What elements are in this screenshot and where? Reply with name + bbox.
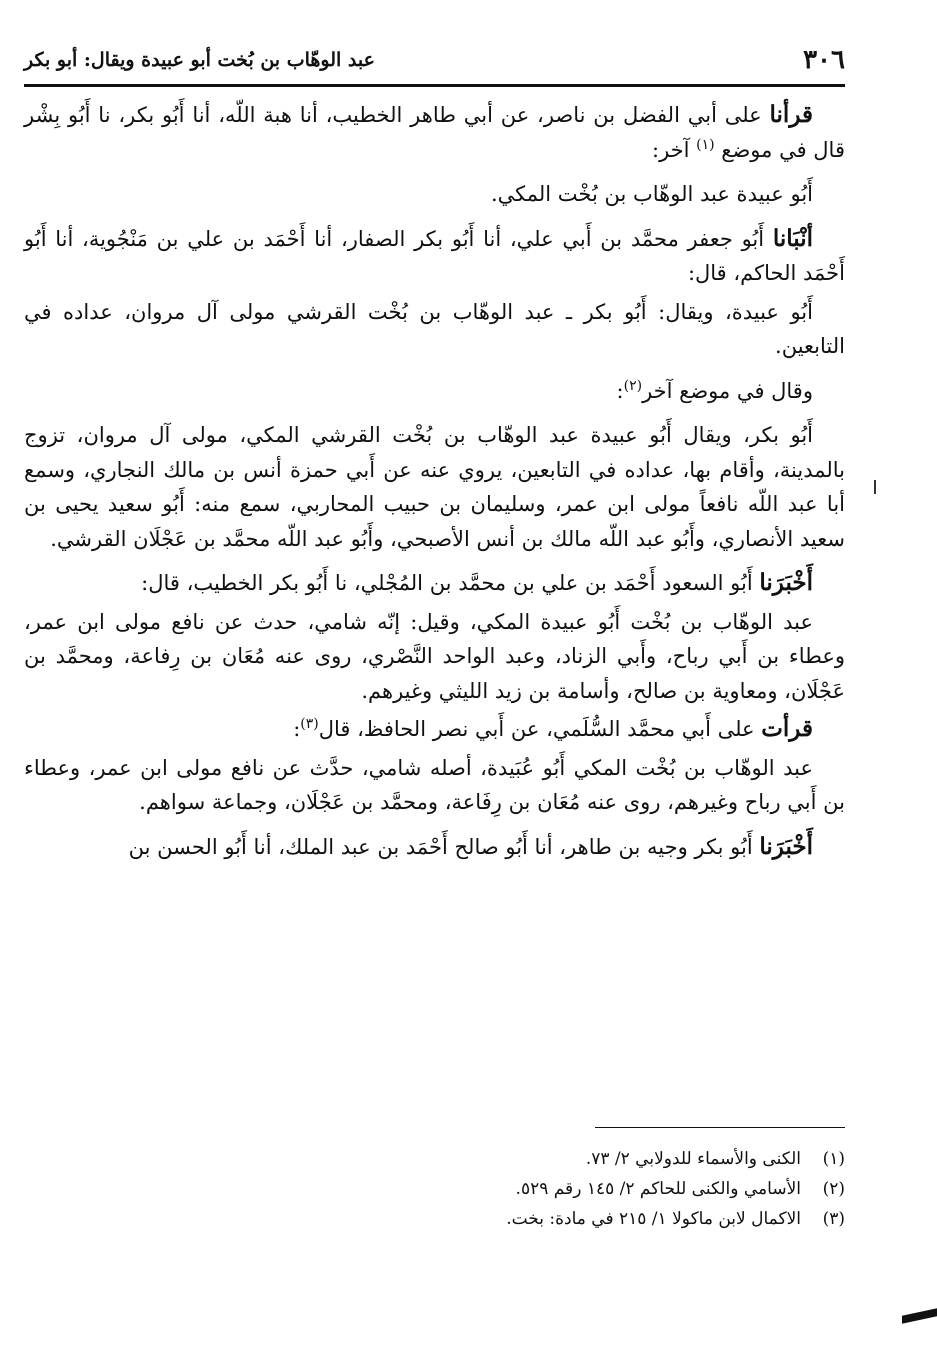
running-head: عبد الوهّاب بن بُخت أبو عبيدة ويقال: أبو بكر — [24, 49, 375, 71]
paragraph-tail: : — [616, 378, 624, 403]
paragraph-10 — [24, 751, 845, 820]
scan-edge-mark — [902, 1308, 937, 1323]
page-header — [24, 40, 845, 80]
paragraph-text: أَبُو بكر، ويقال أَبُو عبيدة عبد الوهّاب بن بُخْت القرشي المكي، مولى آل مروان، تزوج بالمدينة، وأقام بها، عداده في التابعين، يروي عنه عن أَبي حمزة أنس بن مالك النجاري، وسمع أبا عبد اللّه نافعاً مولى ابن عمر، وسليمان بن حبيب المحاربي، سمع منه: أَبُو سعيد يحيى بن سعيد الأنصاري، وأَبُو عبد اللّه مالك بن أنس الأصبحي، وأَبُو عبد اللّه محمَّد بن عَجْلَان القرشي. — [24, 423, 845, 551]
paragraph-6 — [24, 418, 845, 556]
footnote-text: الأسامي والكنى للحاكم ٢/ ١٤٥ رقم ٥٢٩. — [515, 1179, 801, 1199]
paragraph-text: وقال في موضع آخر — [642, 378, 813, 403]
header-rule — [24, 84, 845, 87]
paragraph-text: أَبُو السعود أَحْمَد بن علي بن محمَّد بن المُجْلي، نا أَبُو بكر الخطيب، قال: — [141, 571, 760, 595]
footnote-ref[interactable]: (٢) — [623, 377, 643, 394]
paragraph-text: على أَبي محمَّد السُّلَمي، عن أَبي نصر الحافظ، قال — [318, 717, 762, 741]
lead-word: قرأنا — [769, 101, 813, 128]
paragraph-9 — [24, 712, 845, 747]
footnote-1 — [24, 1144, 845, 1174]
paragraph-7 — [24, 566, 845, 601]
paragraph-text: أَبُو عبيدة، ويقال: أَبُو بكر ـ عبد الوهّاب بن بُخْت القرشي مولى آل مروان، عداده في التابعين. — [24, 299, 845, 358]
footnote-ref[interactable]: (٣) — [300, 716, 319, 732]
paragraph-5 — [24, 374, 845, 409]
paragraph-text: أَبُو بكر وجيه بن طاهر، أنا أَبُو صالح أَحْمَد بن عبد الملك، أنا أَبُو الحسن بن — [128, 834, 760, 859]
lead-word: أنْبَانا — [772, 224, 813, 252]
lead-word: قرأت — [761, 715, 813, 742]
footnote-number: (٢) — [822, 1179, 845, 1199]
lead-word: أَخْبَرَنا — [759, 832, 813, 860]
paragraph-2 — [24, 177, 845, 212]
lead-word: أَخْبَرَنا — [759, 569, 813, 596]
paragraph-text: عبد الوهّاب بن بُخْت المكي أَبُو عُبَيدة، أصله شامي، حدَّث عن نافع مولى ابن عمر، وعطاء بن أَبي رباح وغيرهم، روى عنه مُعَان بن رِفَاعة، ومحمَّد بن عَجْلَان، وجماعة سواهم. — [24, 755, 845, 814]
paragraph-4 — [24, 295, 845, 364]
footnote-text: الاكمال لابن ماكولا ١/ ٢١٥ في مادة: بخت. — [506, 1209, 801, 1229]
footnote-2 — [24, 1174, 845, 1204]
footnote-number: (٣) — [822, 1209, 845, 1229]
paragraph-1 — [24, 98, 845, 167]
footnote-3 — [24, 1204, 845, 1234]
page-number: ٣٠٦ — [803, 45, 845, 75]
paragraph-3 — [24, 222, 845, 291]
paragraph-tail: : — [293, 717, 301, 741]
footnote-number: (١) — [822, 1149, 845, 1169]
paragraph-tail: آخر: — [652, 137, 697, 162]
main-text — [24, 98, 845, 874]
footnote-text: الكنى والأسماء للدولابي ٢/ ٧٣. — [585, 1149, 801, 1169]
paragraph-text: أَبُو عبيدة عبد الوهّاب بن بُخْت المكي. — [490, 182, 813, 206]
footnote-rule — [595, 1127, 845, 1128]
paragraph-8 — [24, 605, 845, 709]
paragraph-text: عبد الوهّاب بن بُخْت أَبُو عبيدة المكي، وقيل: إنّه شامي، حدث عن نافع مولى ابن عمر، وعطاء بن أَبي رباح، وأَبي الزناد، وعبد الواحد النَّصْري، روى عنه مُعَان بن رِفاعة، ومحمَّد بن عَجْلَان، ومعاوية بن صالح، وأسامة بن زيد الليثي وغيرهم. — [24, 609, 845, 703]
paragraph-text: على أبي الفضل بن ناصر، عن أبي طاهر الخطيب، أنا هبة اللّه، أنا أَبُو بكر، نا أَبُو بِشْر قال في موضع — [24, 103, 845, 162]
margin-tick-mark — [874, 480, 876, 494]
footnotes — [24, 1144, 845, 1234]
paragraph-11 — [24, 830, 845, 865]
footnote-ref[interactable]: (١) — [696, 136, 715, 153]
paragraph-text: أَبُو جعفر محمَّد بن أَبي علي، أنا أَبُو بكر الصفار، أنا أَحْمَد بن علي بن مَنْجُوية، أنا أَبُو أَحْمَد الحاكم، قال: — [24, 226, 845, 285]
